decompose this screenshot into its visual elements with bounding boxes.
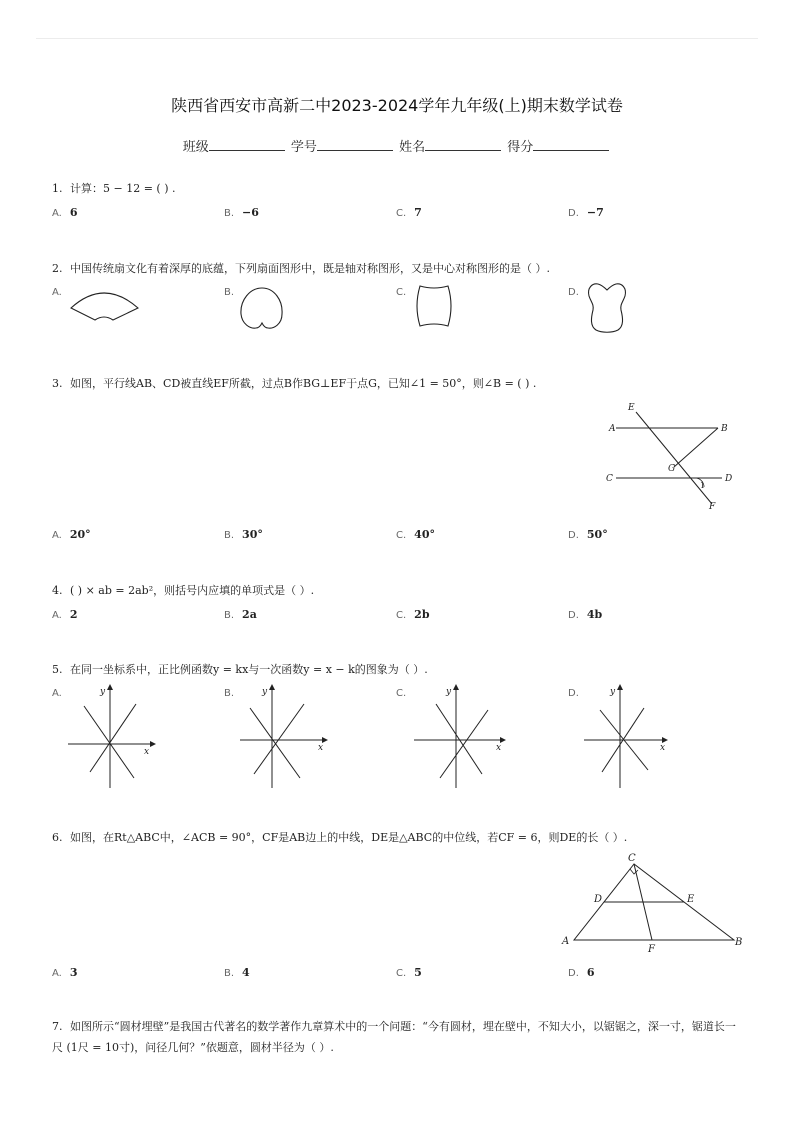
option-a[interactable]: A. 3	[52, 966, 78, 979]
question-text: 如图，平行线AB、CD被直线EF所截，过点B作BG⊥EF于点G，已知∠1 = 50°，则∠B = ( ) .	[70, 377, 537, 390]
id-field[interactable]	[317, 138, 393, 151]
name-label: 姓名	[399, 140, 426, 155]
question-number: 6.	[52, 831, 63, 844]
option-a[interactable]: A.	[52, 287, 62, 298]
label-b: B	[735, 937, 743, 948]
fan-shape-d[interactable]	[582, 280, 632, 334]
label-f: F	[709, 502, 716, 512]
option-d[interactable]: D.	[568, 287, 579, 298]
option-d[interactable]: D. 50°	[568, 528, 608, 541]
label-c: C	[628, 853, 636, 864]
question-text: 计算：5 − 12 = ( ) .	[70, 182, 176, 195]
axis-y-label: y	[262, 687, 268, 697]
option-c[interactable]: C.	[396, 287, 407, 298]
question-3	[52, 375, 536, 391]
label-angle-1: 1	[700, 481, 706, 490]
option-b[interactable]: B. −6	[224, 206, 259, 219]
label-e: E	[687, 894, 695, 905]
axis-y-label: y	[610, 687, 616, 697]
graph-option-c[interactable]	[412, 684, 508, 792]
label-e: E	[628, 403, 635, 413]
axis-x-label: x	[496, 743, 502, 753]
student-info-line	[0, 136, 794, 155]
option-b[interactable]: B.	[224, 688, 235, 699]
score-label: 得分	[507, 140, 534, 155]
label-b: B	[721, 424, 728, 434]
option-c[interactable]: C. 40°	[396, 528, 435, 541]
question-text: 如图，在Rt△ABC中，∠ACB = 90°，CF是AB边上的中线，DE是△ABC的中位线，若CF = 6，则DE的长（ ）.	[70, 831, 628, 844]
graph-option-d[interactable]	[582, 684, 672, 792]
name-field[interactable]	[425, 138, 501, 151]
class-field[interactable]	[209, 138, 285, 151]
option-c[interactable]: C. 7	[396, 206, 422, 219]
label-d: D	[725, 474, 733, 484]
score-field[interactable]	[533, 138, 609, 151]
graph-option-b[interactable]	[238, 684, 328, 792]
option-c[interactable]: C.	[396, 688, 407, 699]
question-1	[52, 180, 176, 196]
question-number: 3.	[52, 377, 63, 390]
axis-y-label: y	[100, 687, 106, 697]
question-text: ( ) × ab = 2ab²，则括号内应填的单项式是（ ）.	[70, 584, 315, 597]
axis-x-label: x	[660, 743, 666, 753]
option-b[interactable]: B. 30°	[224, 528, 263, 541]
axis-y-label: y	[446, 687, 452, 697]
question-text: 如图所示“圆材埋壁”是我国古代著名的数学著作九章算术中的一个问题：“今有圆材，埋在壁中，不知大小，以锯锯之，深一寸，锯道长一尺 (1尺 = 10寸)，问径几何？”依题意，圆材半径为（ ）.	[52, 1020, 736, 1054]
triangle-figure	[558, 848, 748, 958]
question-text: 在同一坐标系中，正比例函数y = kx与一次函数y = x − k的图象为（ ）.	[70, 663, 428, 676]
fan-shape-b[interactable]	[236, 286, 286, 332]
option-a[interactable]: A. 6	[52, 206, 78, 219]
fan-shape-c[interactable]	[412, 283, 456, 329]
parallel-lines-figure	[600, 398, 740, 513]
question-number: 7.	[52, 1020, 63, 1033]
option-a[interactable]: A. 2	[52, 608, 78, 621]
class-label: 班级	[182, 140, 209, 155]
option-c[interactable]: C. 5	[396, 966, 422, 979]
question-number: 5.	[52, 663, 63, 676]
option-d[interactable]: D. 4b	[568, 608, 603, 621]
option-b[interactable]: B. 2a	[224, 608, 257, 621]
option-c[interactable]: C. 2b	[396, 608, 430, 621]
id-label: 学号	[290, 140, 317, 155]
question-6	[52, 829, 627, 845]
label-g: G	[668, 464, 676, 474]
option-d[interactable]: D.	[568, 688, 579, 699]
label-a: A	[609, 424, 616, 434]
option-d[interactable]: D. 6	[568, 966, 595, 979]
option-a[interactable]: A.	[52, 688, 62, 699]
axis-x-label: x	[318, 743, 324, 753]
page-title: 陕西省西安市高新二中2023-2024学年九年级(上)期末数学试卷	[171, 96, 623, 115]
label-d: D	[594, 894, 603, 905]
top-divider	[36, 38, 758, 39]
question-number: 2.	[52, 262, 63, 275]
question-2	[52, 260, 550, 276]
question-text: 中国传统扇文化有着深厚的底蕴，下列扇面图形中，既是轴对称图形，又是中心对称图形的是（ ）.	[70, 262, 550, 275]
axis-x-label: x	[144, 747, 150, 757]
question-7	[52, 1016, 742, 1058]
fan-shape-a[interactable]	[66, 284, 146, 324]
option-a[interactable]: A. 20°	[52, 528, 91, 541]
option-b[interactable]: B.	[224, 287, 235, 298]
question-number: 4.	[52, 584, 63, 597]
question-4	[52, 582, 314, 598]
option-d[interactable]: D. −7	[568, 206, 604, 219]
question-number: 1.	[52, 182, 63, 195]
question-5	[52, 661, 428, 677]
label-f: F	[648, 944, 655, 955]
graph-option-a[interactable]	[66, 684, 156, 792]
option-b[interactable]: B. 4	[224, 966, 250, 979]
label-a: A	[562, 936, 570, 947]
label-c: C	[606, 474, 613, 484]
